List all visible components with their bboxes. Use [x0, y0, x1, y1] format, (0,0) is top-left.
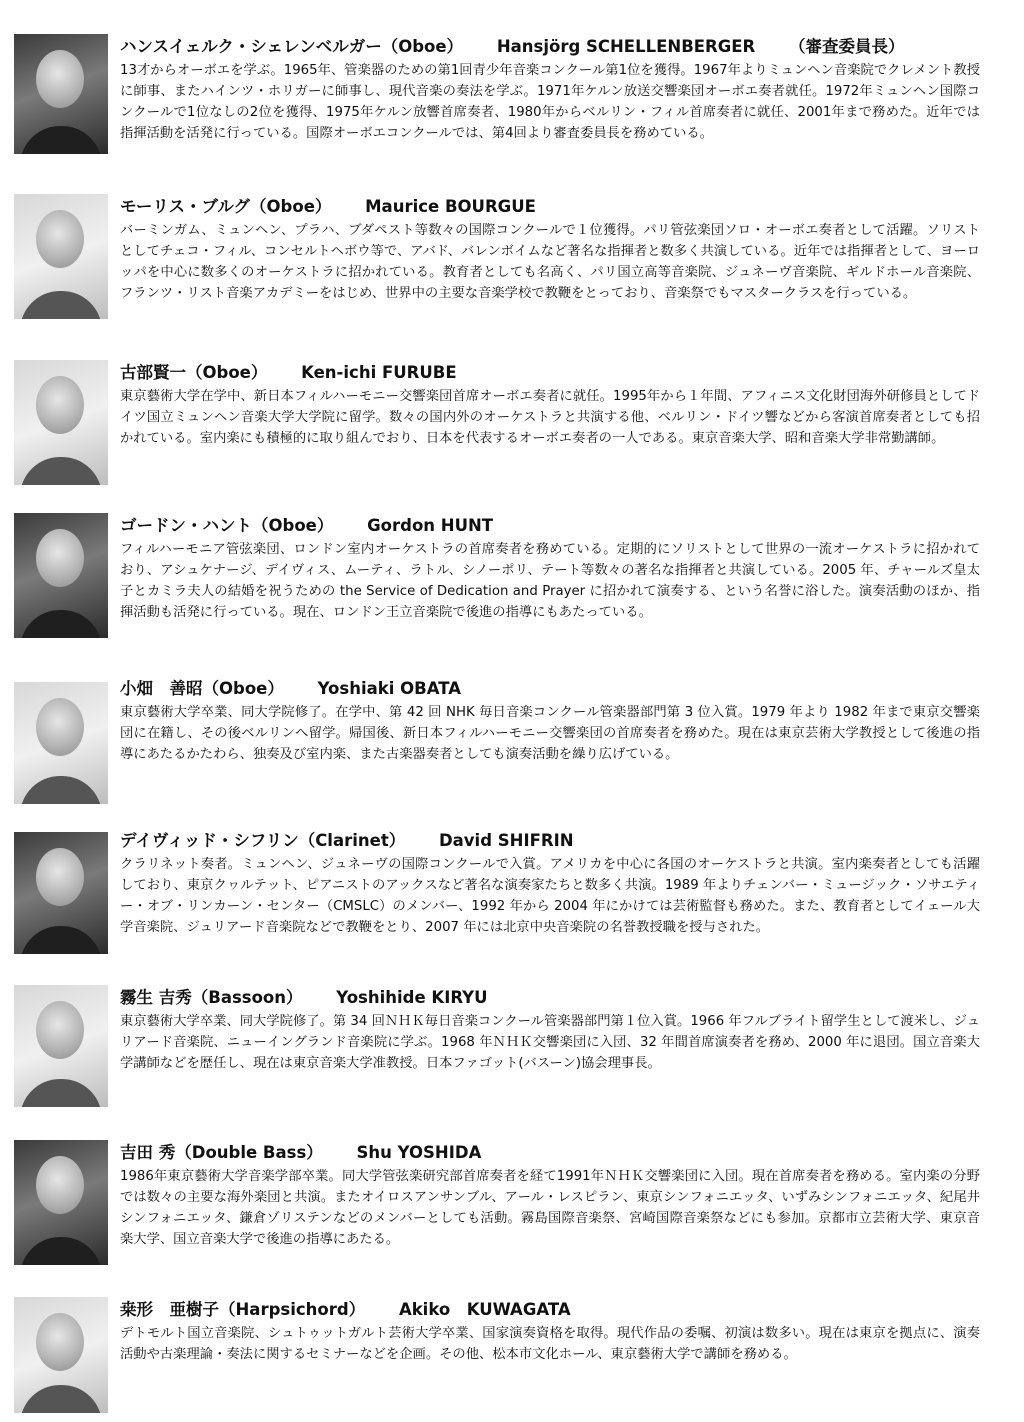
portrait-photo	[14, 513, 108, 638]
biography: フィルハーモニア管弦楽団、ロンドン室内オーケストラの首席奏者を務めている。定期的にソリストとして世界の一流オーケストラに招かれており、アシュケナージ、デイヴィス、ムーティ、ラトル、シノーポリ、テート等数々の著名な指揮者と共演している。2005 年、チャールズ皇太子とカミラ夫人の結婚を祝うための the Service of Dedication and Prayer に招かれて演奏する、という名誉に浴した。演奏活動のほか、指揮活動も活発に行っている。現在、ロンドン王立音楽院で後進の指導にもあたっている。	[120, 542, 980, 620]
entry-text	[120, 987, 980, 1074]
name-line	[120, 1299, 980, 1321]
biography: 13才からオーボエを学ぶ。1965年、管楽器のための第1回青少年音楽コンクール第1位を獲得。1967年よりミュンヘン音楽院でクレメント教授に師事、またハインツ・ホリガーに師事し、現代音楽の奏法を学ぶ。1971年ケルン放送交響楽団オーボエ奏者就任。1972年ミュンヘン国際コンクールで1位なしの2位を獲得、1975年ケルン放響首席奏者、1980年からベルリン・フィル首席奏者に就任、2001年まで務めた。近年では指揮活動を活発に行っている。国際オーボエコンクールでは、第4回より審査委員長を務めている。	[120, 63, 980, 141]
entry-text	[120, 196, 980, 304]
portrait-photo	[14, 194, 108, 319]
biography: バーミンガム、ミュンヘン、プラハ、ブダペスト等数々の国際コンクールで１位獲得。パリ管弦楽団ソロ・オーボエ奏者として活躍。ソリストとしてチェコ・フィル、コンセルトヘボウ等で、アバド、バレンボイムなど著名な指揮者と数多く共演している。近年では指揮者として、ヨーロッパを中心に数多くのオーケストラに招かれている。教育者としても名高く、パリ国立高等音楽院、ジュネーヴ音楽院、ギルドホール音楽院、フランツ・リスト音楽アカデミーをはじめ、世界中の主要な音楽学校で教鞭をとっており、音楽祭でもマスタークラスを行っている。	[120, 223, 980, 301]
name-japanese: 霧生 吉秀（Bassoon）	[120, 988, 303, 1007]
entry-text	[120, 830, 980, 938]
name-japanese: ゴードン・ハント（Oboe）	[120, 516, 334, 535]
biography: 1986年東京藝術大学音楽学部卒業。同大学管弦楽研究部首席奏者を経て1991年ＮＨＫ交響楽団に入団。現在首席奏者を務める。室内楽の分野では数々の主要な海外楽団と共演。またオイロスアンサンブル、アール・レスピラン、東京シンフォニエッタ、いずみシンフォニエッタ、紀尾井シンフォニエッタ、鎌倉ゾリステンなどのメンバーとしても活動。霧島国際音楽祭、宮崎国際音楽祭などにも参加。京都市立芸術大学、東京音楽大学、国立音楽大学で後進の指導にあたる。	[120, 1169, 980, 1247]
entry-text	[120, 678, 980, 765]
name-line	[120, 36, 980, 58]
name-line	[120, 515, 980, 537]
name-japanese: 桒形 亜樹子（Harpsichord）	[120, 1300, 366, 1319]
name-line	[120, 987, 980, 1009]
portrait-photo	[14, 985, 108, 1107]
biography: 東京藝術大学在学中、新日本フィルハーモニー交響楽団首席オーボエ奏者に就任。1995年から１年間、アフィニス文化財団海外研修員としてドイツ国立ミュンヘン音楽大学大学院に留学。数々の国内外のオーケストラと共演する他、ベルリン・ドイツ響などから客演首席奏者としても招かれている。室内楽にも積極的に取り組んでおり、日本を代表するオーボエ奏者の一人である。東京音楽大学、昭和音楽大学非常勤講師。	[120, 389, 980, 446]
name-japanese: ハンスイェルク・シェレンベルガー（Oboe）	[120, 37, 464, 56]
entry-text	[120, 515, 980, 623]
biography: デトモルト国立音楽院、シュトゥットガルト芸術大学卒業、国家演奏資格を取得。現代作品の委嘱、初演は数多い。現在は東京を拠点に、演奏活動や古楽理論・奏法に関するセミナーなどを企画。その他、松本市文化ホール、東京藝術大学で講師を務める。	[120, 1326, 980, 1362]
entry-text	[120, 36, 980, 144]
portrait-photo	[14, 682, 108, 804]
name-english: Yoshiaki OBATA	[317, 679, 461, 698]
name-japanese: モーリス・ブルグ（Oboe）	[120, 197, 332, 216]
name-line	[120, 1142, 980, 1164]
name-english: Akiko KUWAGATA	[398, 1300, 571, 1319]
name-line	[120, 830, 980, 852]
name-japanese: デイヴィッド・シフリン（Clarinet）	[120, 831, 406, 850]
entry-text	[120, 1299, 980, 1365]
name-english: Shu YOSHIDA	[356, 1143, 482, 1162]
portrait-photo	[14, 832, 108, 954]
name-japanese: 吉田 秀（Double Bass）	[120, 1143, 323, 1162]
name-english: Ken-ichi FURUBE	[301, 363, 457, 382]
name-english: David SHIFRIN	[438, 831, 574, 850]
name-english: Gordon HUNT	[367, 516, 494, 535]
portrait-photo	[14, 1140, 108, 1265]
name-line	[120, 678, 980, 700]
name-line	[120, 362, 980, 384]
biography: クラリネット奏者。ミュンヘン、ジュネーヴの国際コンクールで入賞。アメリカを中心に各国のオーケストラと共演。室内楽奏者としても活躍しており、東京クヮルテット、ピアニストのアックスなど著名な演奏家たちと数多く共演。1989 年よりチェンバー・ミュージック・ソサエティー・オブ・リンカーン・センター（CMSLC）のメンバー、1992 年から 2004 年にかけては芸術監督も務めた。また、教育者としてイェール大学音楽院、ジュリアード音楽院などで教鞭をとり、2007 年には北京中央音楽院の名誉教授職を授与された。	[120, 857, 980, 935]
entry-text	[120, 362, 980, 449]
portrait-photo	[14, 360, 108, 485]
name-japanese: 古部賢一（Oboe）	[120, 363, 268, 382]
name-english: Hansjörg SCHELLENBERGER	[496, 37, 756, 56]
biography: 東京藝術大学卒業、同大学院修了。在学中、第 42 回 NHK 毎日音楽コンクール管楽器部門第 3 位入賞。1979 年より 1982 年まで東京交響楽団に在籍し、その後ベルリンへ留学。帰国後、新日本フィルハーモニー交響楽団の首席奏者を務めた。現在は東京芸術大学教授として後進の指導にあたるかたわら、独奏及び室内楽、また古楽器奏者としても演奏活動を繰り広げている。	[120, 705, 980, 762]
entry-text	[120, 1142, 980, 1250]
role-label: （審査委員長）	[789, 37, 905, 56]
name-english: Maurice BOURGUE	[365, 197, 536, 216]
portrait-photo	[14, 34, 108, 154]
portrait-photo	[14, 1297, 108, 1413]
name-line	[120, 196, 980, 218]
name-japanese: 小畑 善昭（Oboe）	[120, 679, 284, 698]
biography: 東京藝術大学卒業、同大学院修了。第 34 回ＮＨＫ毎日音楽コンクール管楽器部門第１位入賞。1966 年フルブライト留学生として渡米し、ジュリアード音楽院、ニューイングランド音楽院に学ぶ。1968 年ＮＨＫ交響楽団に入団、32 年間首席演奏者を務め、2000 年に退団。国立音楽大学講師などを歴任し、現在は東京音楽大学准教授。日本ファゴット(バスーン)協会理事長。	[120, 1014, 980, 1071]
name-english: Yoshihide KIRYU	[336, 988, 488, 1007]
